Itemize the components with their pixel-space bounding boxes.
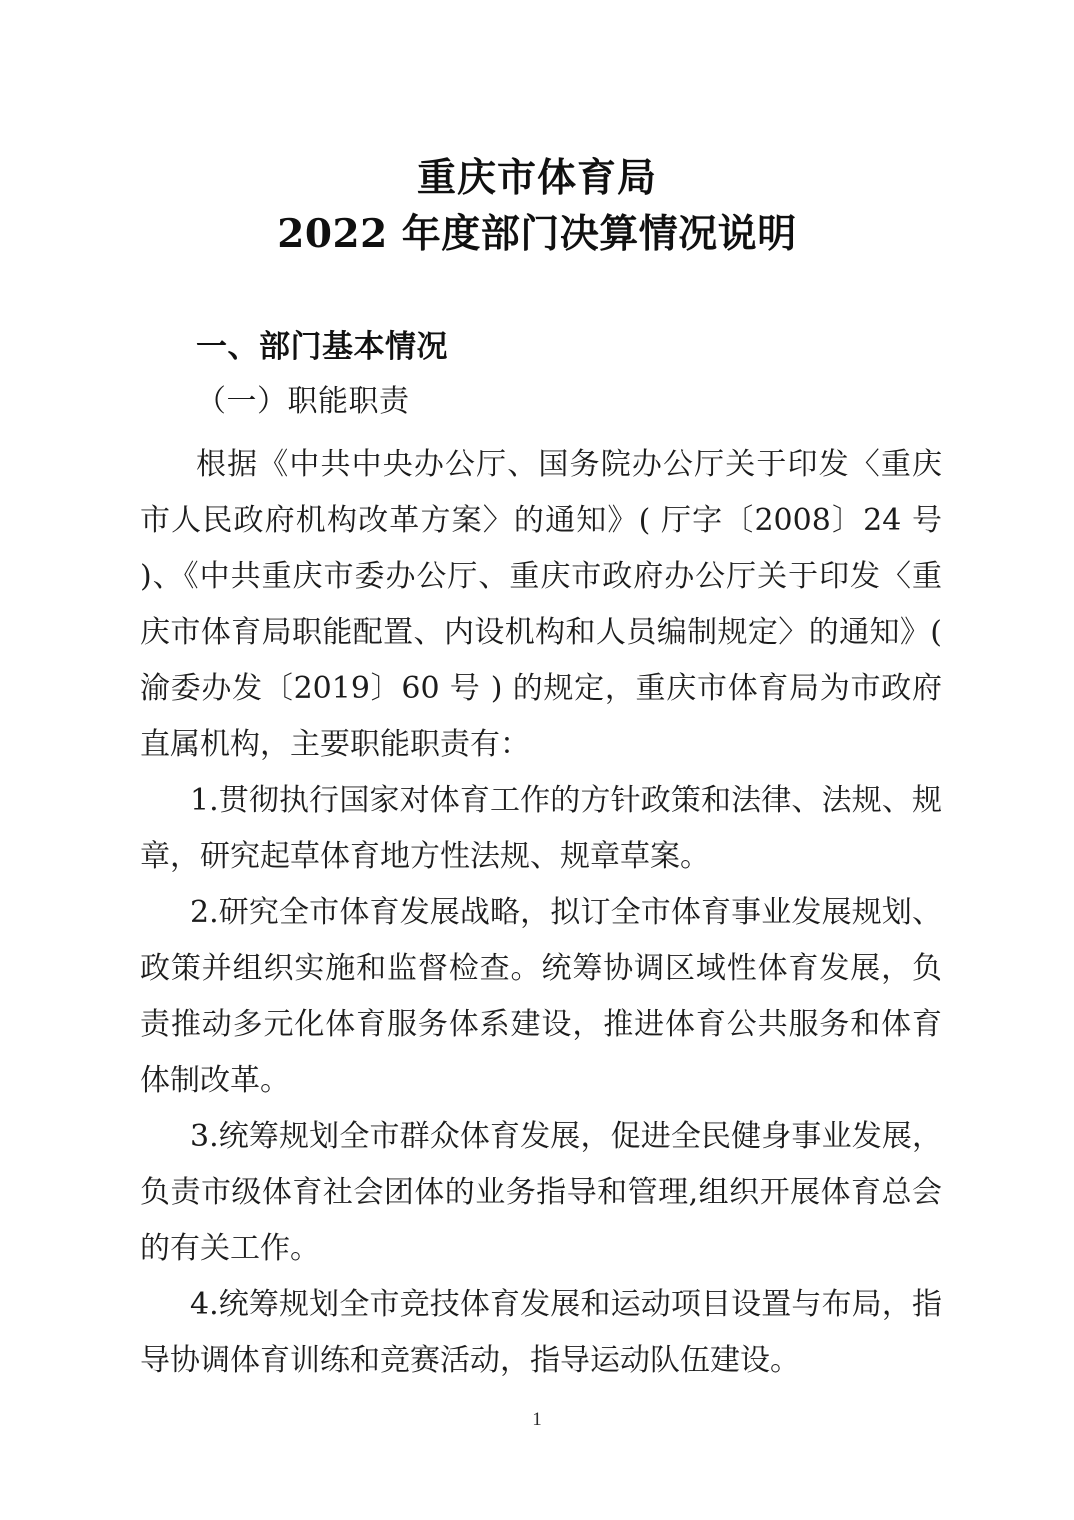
section-heading-basic-info: 一、部门基本情况	[196, 329, 448, 364]
paragraph-duty-2: 2.研究全市体育发展战略，拟订全市体育事业发展规划、政策并组织实施和监督检查。统筹协调区域性体育发展，负责推动多元化体育服务体系建设，推进体育公共服务和体育体制改革。	[140, 895, 942, 1098]
paragraph-duty-3: 3.统筹规划全市群众体育发展，促进全民健身事业发展，负责市级体育社会团体的业务指导和管理,组织开展体育总会的有关工作。	[140, 1119, 942, 1266]
body-content	[140, 437, 942, 1389]
page-number: 1	[532, 1409, 542, 1430]
subsection-heading-duties: （一）职能职责	[196, 384, 410, 419]
paragraph-duty-1: 1.贯彻执行国家对体育工作的方针政策和法律、法规、规章，研究起草体育地方性法规、规章草案。	[140, 783, 942, 874]
paragraph-basis: 根据《中共中央办公厅、国务院办公厅关于印发〈重庆市人民政府机构改革方案〉的通知》( 厅字〔2008〕24 号 )、《中共重庆市委办公厅、重庆市政府办公厅关于印发〈重庆市体育局职能配置、内设机构和人员编制规定〉的通知》( 渝委办发〔2019〕60 号 ) 的规定，重庆市体育局为市政府直属机构，主要职能职责有：	[140, 447, 942, 762]
paragraph-duty-4: 4.统筹规划全市竞技体育发展和运动项目设置与布局，指导协调体育训练和竞赛活动，指导运动队伍建设。	[140, 1287, 942, 1378]
document-title-line-1: 重庆市体育局	[416, 155, 657, 201]
document-title-line-2: 2022 年度部门决算情况说明	[277, 211, 797, 257]
document-title	[0, 150, 1074, 262]
